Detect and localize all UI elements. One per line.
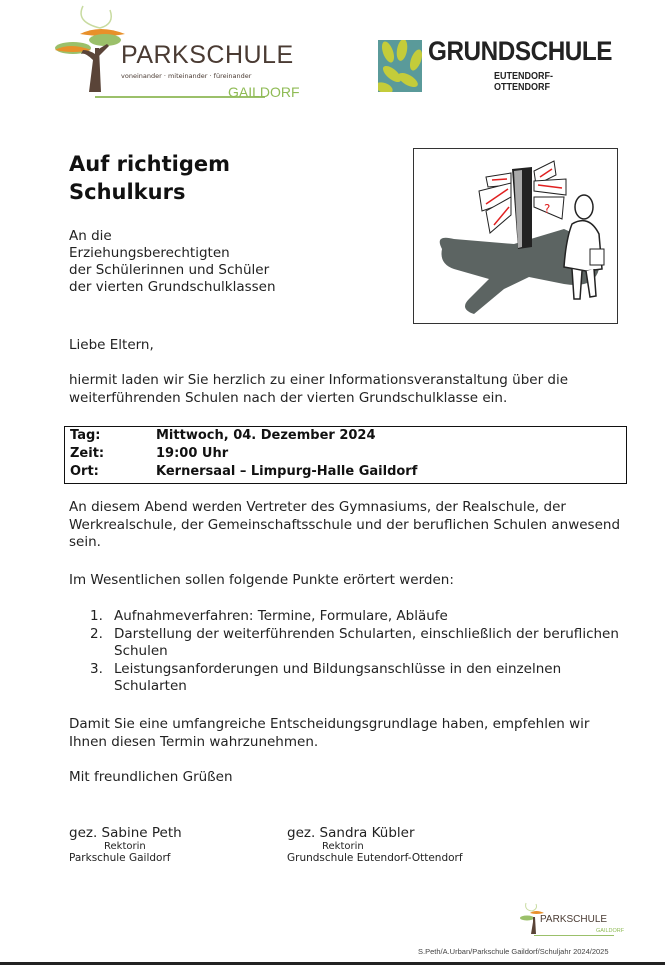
event-value: 19:00 Uhr [156,446,229,461]
closing-paragraph: Damit Sie eine umfangreiche Entscheidungsgrundlage haben, empfehlen wir Ihnen diesen Termin wahrzunehmen. [69,716,590,750]
recipient-line: An die [69,228,112,244]
leaf-icon [378,40,422,92]
list-number: 1. [90,608,103,624]
signature-school: Parkschule Gaildorf [69,852,171,864]
list-item [90,661,630,696]
parkschule-logo [55,4,305,100]
signpost-illustration [413,148,618,324]
parkschule-city: GAILDORF [228,84,300,100]
list-text: Darstellung der weiterführenden Schularten, einschließlich der beruflichen Schulen [114,625,619,659]
list-text: Leistungsanforderungen und Bildungsanschlüsse in den einzelnen Schularten [114,660,562,694]
svg-text:?: ? [544,202,551,216]
signature-role: Rektorin [322,841,364,852]
event-label: Zeit: [70,446,105,461]
grundschule-subtitle: EUTENDORF-OTTENDORF [494,71,554,93]
signature-right [287,825,463,864]
salutation: Liebe Eltern, [69,337,154,353]
event-details-box [64,426,627,484]
parkschule-tagline: voneinander · miteinander · füreinander [121,72,252,80]
list-number: 2. [90,625,103,642]
page-title [69,150,230,206]
footer-parkschule-logo [520,902,630,942]
footer-logo-name: PARKSCHULE [540,914,608,925]
signature-school: Grundschule Eutendorf-Ottendorf [287,852,463,864]
event-value: Mittwoch, 04. Dezember 2024 [156,428,376,443]
title-line-2: Schulkurs [69,180,186,204]
list-item [90,626,630,661]
grundschule-name: GRUNDSCHULE [428,36,613,66]
signature-name: gez. Sandra Kübler [287,825,415,841]
signature-role: Rektorin [104,841,146,852]
list-item [90,608,630,626]
footer-reference: S.Peth/A.Urban/Parkschule Gaildorf/Schuljahr 2024/2025 [418,947,609,956]
signpost-person-icon [414,149,617,323]
parkschule-name: PARKSCHULE [121,41,294,69]
recipient-line: der Schülerinnen und Schüler [69,262,270,278]
footer-logo-divider [534,935,614,936]
points-intro: Im Wesentlichen sollen folgende Punkte erörtert werden: [69,572,454,588]
signature-name: gez. Sabine Peth [69,825,182,841]
tree-icon [55,4,125,100]
event-label: Tag: [70,428,101,443]
title-line-1: Auf richtigem [69,152,230,176]
regards: Mit freundlichen Grüßen [69,769,233,785]
event-label: Ort: [70,464,99,479]
recipient-line: Erziehungsberechtigten [69,245,230,261]
representatives-paragraph: An diesem Abend werden Vertreter des Gymnasiums, der Realschule, der Werkrealschule, der Gemeinschaftsschule und der beruflichen Schulen anwesend sein. [69,499,621,550]
footer-logo-city: GAILDORF [596,928,625,934]
points-list [90,608,630,696]
signature-left [69,825,182,864]
intro-paragraph: hiermit laden wir Sie herzlich zu einer Informationsveranstaltung über die weiterführenden Schulen nach der vierten Grundschulklasse ein. [69,372,569,406]
recipient-line: der vierten Grundschulklassen [69,279,276,295]
event-value: Kernersaal – Limpurg-Halle Gaildorf [156,464,418,479]
grundschule-logo [378,36,613,94]
recipient-address [69,228,276,296]
list-number: 3. [90,660,103,677]
list-text: Aufnahmeverfahren: Termine, Formulare, Abläufe [114,608,448,624]
